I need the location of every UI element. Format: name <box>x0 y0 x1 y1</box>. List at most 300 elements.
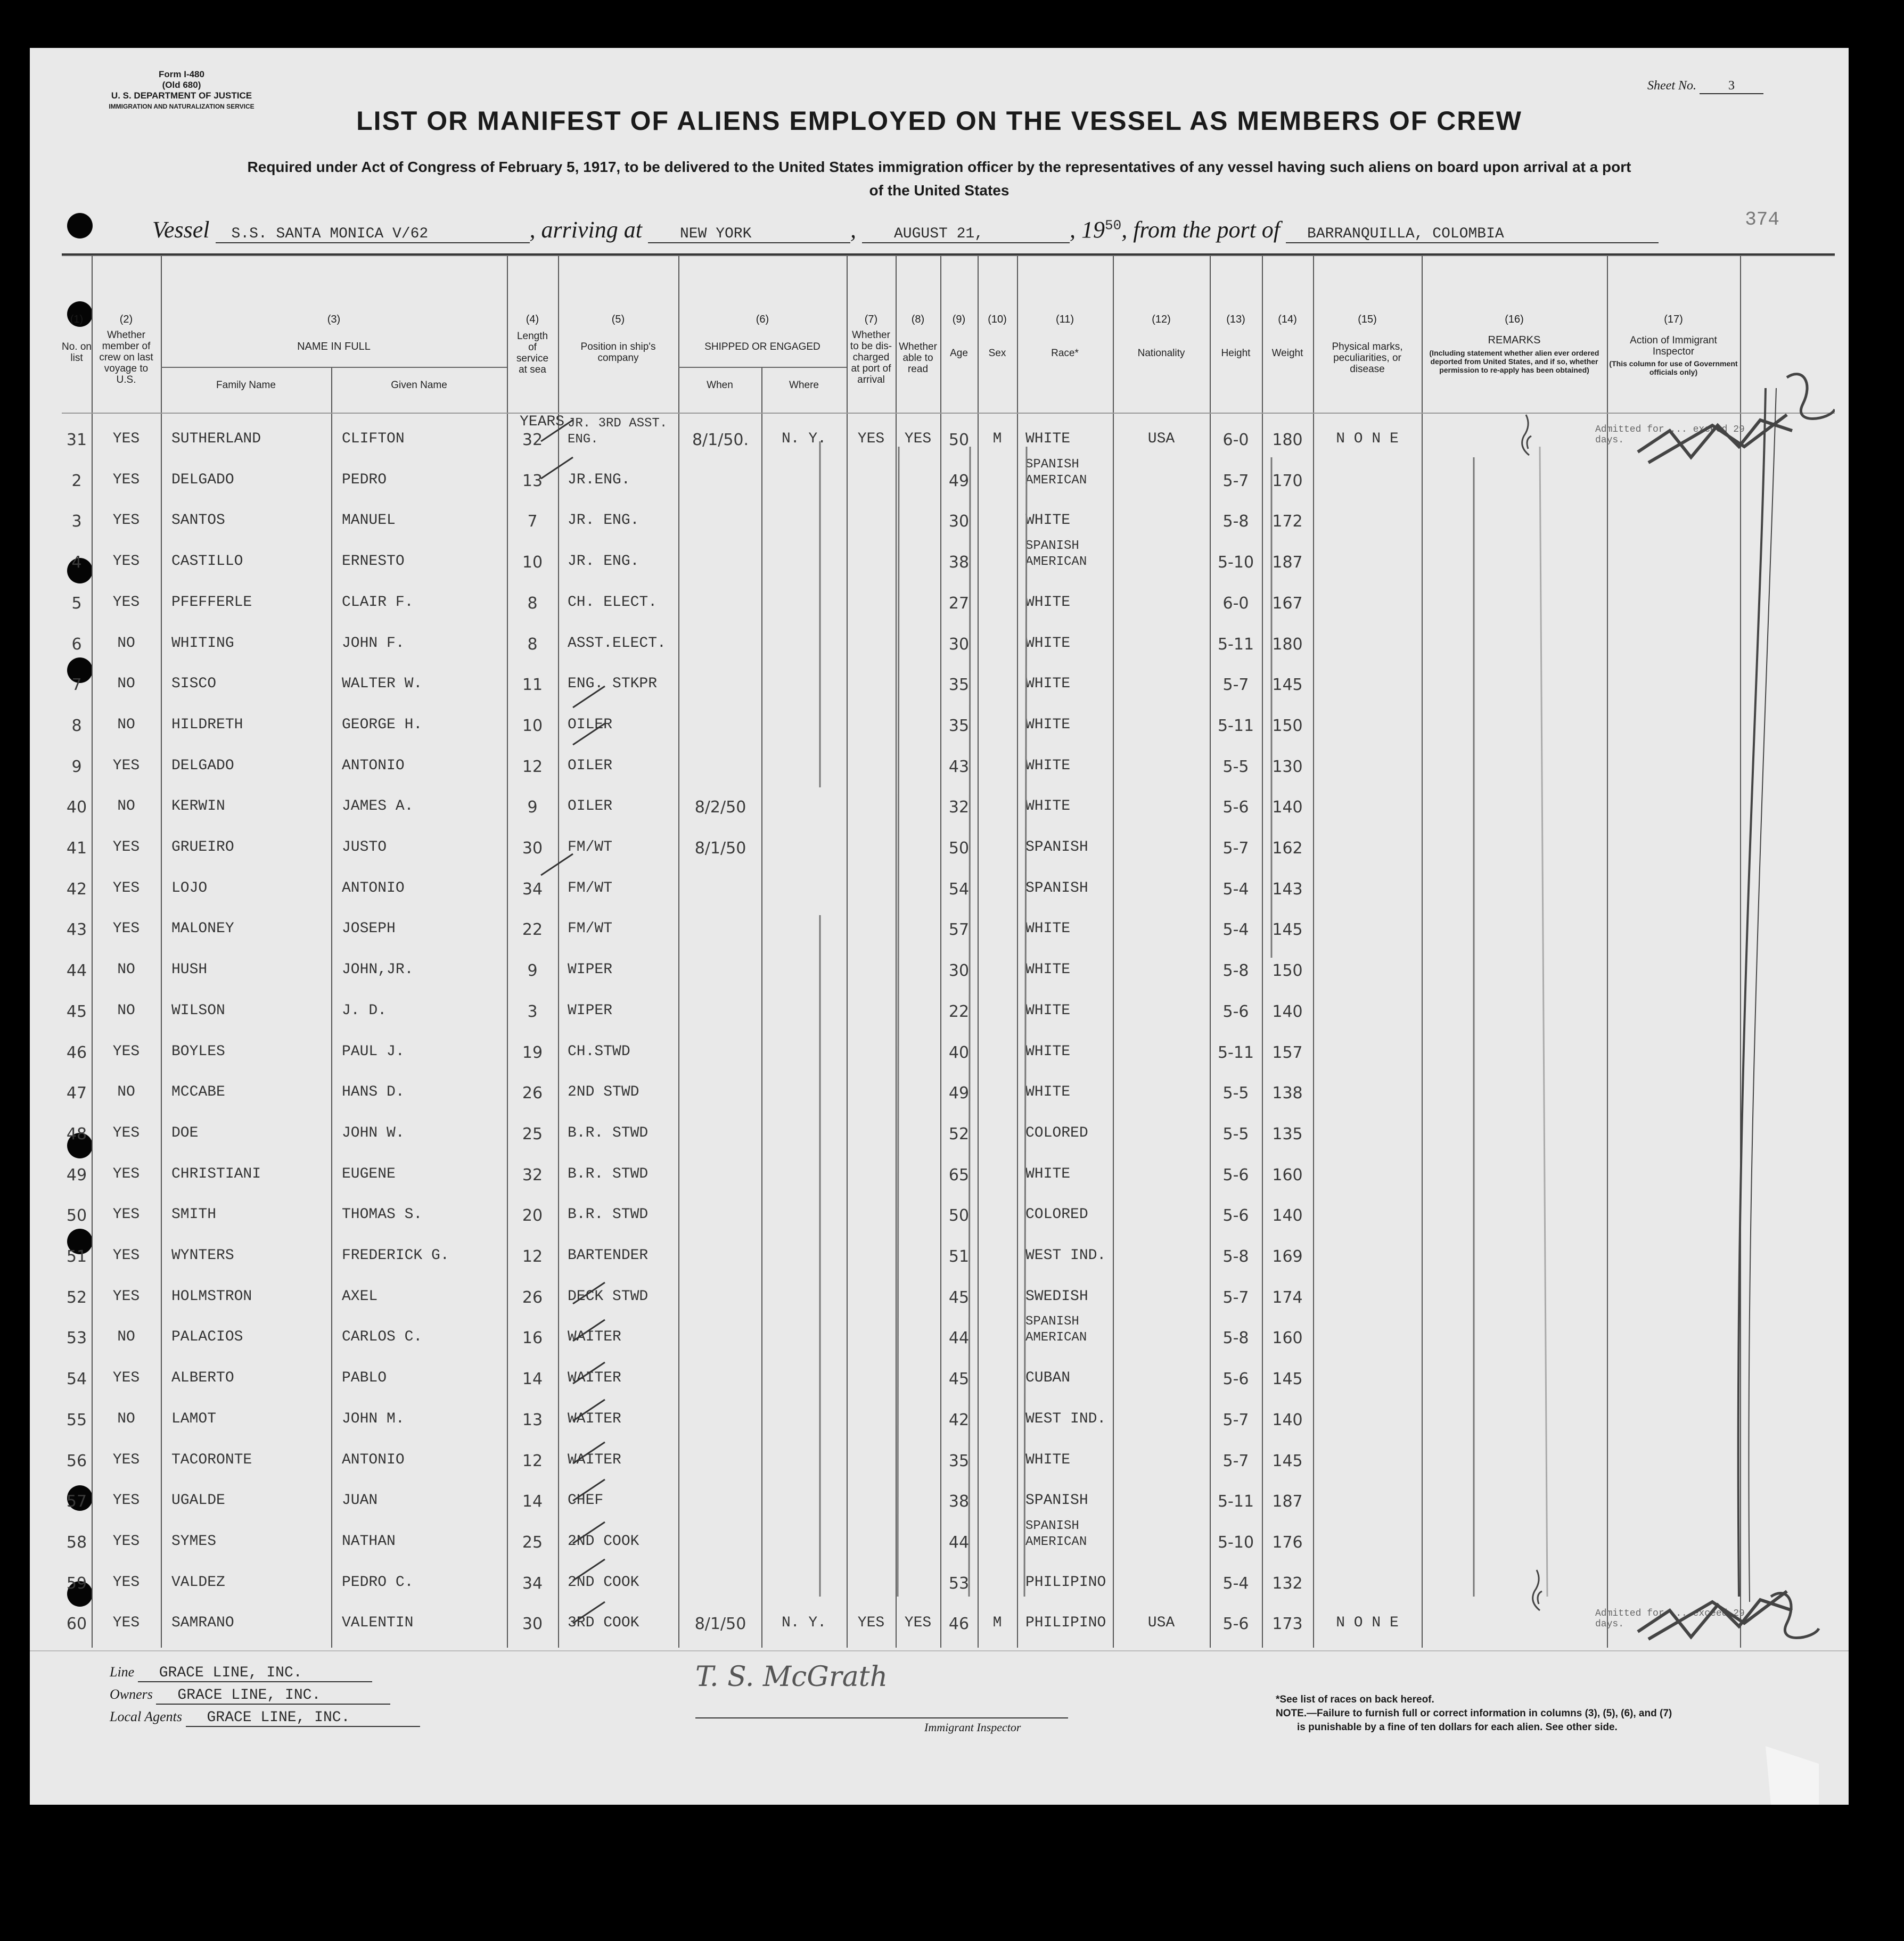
row-race: WEST IND. <box>1025 1247 1106 1264</box>
row-weight: 143 <box>1272 879 1303 899</box>
row-years-at-sea: 14 <box>522 1492 543 1511</box>
row-position: WAITER <box>568 1329 621 1346</box>
row-age: 46 <box>948 1615 970 1634</box>
year-prefix: , 19 <box>1069 217 1105 243</box>
row-age: 54 <box>948 879 970 899</box>
row-race: CUBAN <box>1025 1370 1071 1387</box>
row-given-name: JOSEPH <box>342 920 396 937</box>
col-9-num: (9) <box>952 314 966 325</box>
row-height: 5-10 <box>1217 1533 1254 1552</box>
row-given-name: ANTONIO <box>342 879 405 897</box>
ditto-lines <box>820 441 1547 1597</box>
row-years-at-sea: 13 <box>522 1410 543 1429</box>
row-age: 30 <box>948 512 970 531</box>
row-weight: 140 <box>1272 798 1303 817</box>
row-height: 5-11 <box>1217 716 1254 735</box>
row-race: SWEDISH <box>1025 1288 1088 1305</box>
row-family-name: GRUEIRO <box>171 839 234 856</box>
row-race: WHITE <box>1025 920 1071 937</box>
penalty-note-1: NOTE.—Failure to furnish full or correct information in columns (3), (5), (6), and (7) <box>1276 1708 1672 1719</box>
row-able-to-read: YES <box>904 1615 932 1632</box>
col-12-num: (12) <box>1152 314 1171 325</box>
row-age: 30 <box>948 961 970 981</box>
row-family-name: LAMOT <box>171 1410 217 1427</box>
pencil-annotations <box>62 255 1835 1648</box>
given-name-header: Given Name <box>391 380 447 391</box>
row-weight: 130 <box>1272 757 1303 776</box>
row-height: 5-8 <box>1222 512 1249 531</box>
row-years-at-sea: 25 <box>522 1124 543 1144</box>
col-3-num: (3) <box>327 314 341 325</box>
row-given-name: JOHN F. <box>342 635 405 652</box>
col-17-num: (17) <box>1664 314 1683 325</box>
row-age: 32 <box>948 798 970 817</box>
admission-stamp-bottom: Admitted for ... exceed 29 days. <box>1595 1608 1745 1630</box>
row-given-name: JUAN <box>342 1492 378 1509</box>
shipped-when-header: When <box>707 380 733 391</box>
family-name-header: Family Name <box>216 380 276 391</box>
row-given-name: VALENTIN <box>342 1615 414 1632</box>
row-position: OILER <box>568 798 613 815</box>
col-2-header: Whether member of crew on last voyage to U.S. <box>99 330 153 385</box>
row-race: SPANISH AMERICAN <box>1025 457 1087 488</box>
row-given-name: NATHAN <box>342 1533 396 1550</box>
row-given-name: CLAIR F. <box>342 594 414 611</box>
row-family-name: MALONEY <box>171 920 234 937</box>
row-weight: 176 <box>1272 1533 1303 1552</box>
row-position: B.R. STWD <box>568 1124 649 1141</box>
col-9-header: Age <box>950 348 968 359</box>
row-race: SPANISH AMERICAN <box>1025 1314 1087 1345</box>
row-given-name: ERNESTO <box>342 553 405 570</box>
col-5-header: Position in ship's company <box>580 341 656 364</box>
row-last-voyage: YES <box>112 1165 140 1182</box>
row-years-at-sea: 12 <box>522 757 543 776</box>
row-row-number: 47 <box>66 1084 87 1103</box>
row-age: 51 <box>948 1247 970 1266</box>
row-height: 5-5 <box>1222 757 1249 776</box>
row-family-name: SYMES <box>171 1533 217 1550</box>
row-position: DECK STWD <box>568 1288 649 1305</box>
row-family-name: SMITH <box>171 1206 217 1223</box>
row-last-voyage: YES <box>112 757 140 774</box>
row-given-name: WALTER W. <box>342 676 423 693</box>
shipped-where-header: Where <box>789 380 819 391</box>
row-weight: 160 <box>1272 1165 1303 1185</box>
row-given-name: J. D. <box>342 1002 387 1019</box>
row-given-name: PEDRO <box>342 471 387 488</box>
row-row-number: 5 <box>71 594 82 613</box>
row-row-number: 55 <box>66 1410 87 1429</box>
row-years-at-sea: 34 <box>522 879 543 899</box>
row-years-at-sea: 19 <box>522 1043 543 1062</box>
row-last-voyage: NO <box>117 716 135 733</box>
row-height: 5-8 <box>1222 961 1249 981</box>
row-given-name: JUSTO <box>342 839 387 856</box>
row-position: FM/WT <box>568 839 613 856</box>
row-race: WHITE <box>1025 1002 1071 1019</box>
row-able-to-read: YES <box>904 431 932 447</box>
voyage-line: Vessel S.S. SANTA MONICA V/62 , arriving at NEW YORK , AUGUST 21, , $19^{50}$, from the port of BARRANQUILLA, COLOMBIA <box>152 216 1750 246</box>
row-years-at-sea: 16 <box>522 1329 543 1348</box>
row-given-name: PEDRO C. <box>342 1574 414 1591</box>
row-row-number: 60 <box>66 1615 87 1634</box>
line-row <box>110 1664 372 1682</box>
inspector-scribble-bottom <box>1638 1591 1792 1639</box>
col-6-header: SHIPPED OR ENGAGED <box>704 341 820 352</box>
col-1-num: (1) <box>70 314 84 325</box>
from-label: , from the port of <box>1121 217 1281 243</box>
row-age: 30 <box>948 635 970 654</box>
row-row-number: 43 <box>66 920 87 940</box>
row-family-name: HUSH <box>171 961 208 978</box>
row-given-name: PAUL J. <box>342 1043 405 1060</box>
row-years-at-sea: 32 <box>522 431 543 449</box>
row-years-at-sea: 25 <box>522 1533 543 1552</box>
row-weight: 173 <box>1272 1615 1303 1634</box>
row-row-number: 42 <box>66 879 87 899</box>
row-age: 65 <box>948 1165 970 1185</box>
row-height: 5-6 <box>1222 1002 1249 1021</box>
inspector-initials-bottom <box>1771 1593 1819 1638</box>
row-given-name: FREDERICK G. <box>342 1247 449 1264</box>
row-position: CH.STWD <box>568 1043 630 1060</box>
col-1-header: No. on list <box>62 341 92 364</box>
row-height: 5-11 <box>1217 1492 1254 1511</box>
row-weight: 180 <box>1272 431 1303 449</box>
row-years-at-sea: 26 <box>522 1084 543 1103</box>
row-race: PHILIPINO <box>1025 1615 1106 1632</box>
arrival-date: AUGUST 21, <box>862 226 1070 243</box>
row-position: WAITER <box>568 1370 621 1387</box>
row-position: ASST.ELECT. <box>568 635 666 652</box>
row-given-name: AXEL <box>342 1288 378 1305</box>
owners-row <box>110 1687 390 1705</box>
row-row-number: 4 <box>71 553 82 572</box>
inspector-scribble-top <box>1638 415 1792 463</box>
row-height: 5-4 <box>1222 920 1249 940</box>
row-last-voyage: NO <box>117 1084 135 1101</box>
row-position: B.R. STWD <box>568 1165 649 1182</box>
punch-hole <box>67 213 93 238</box>
row-last-voyage: NO <box>117 1329 135 1346</box>
check-marks <box>541 420 605 1623</box>
form-number: Form I-480 <box>159 69 204 79</box>
row-family-name: DELGADO <box>171 757 234 774</box>
row-race: WHITE <box>1025 716 1071 733</box>
row-family-name: PALACIOS <box>171 1329 243 1346</box>
row-last-voyage: YES <box>112 1124 140 1141</box>
row-family-name: WHITING <box>171 635 234 652</box>
row-shipped-where: N. Y. <box>781 1615 826 1632</box>
row-age: 22 <box>948 1002 970 1021</box>
row-race: WHITE <box>1025 757 1071 774</box>
row-position: 3RD COOK <box>568 1615 639 1632</box>
page-subtitle <box>136 155 1742 202</box>
row-row-number: 48 <box>66 1124 87 1144</box>
row-race: WHITE <box>1025 676 1071 693</box>
row-position: JR. 3RD ASST. ENG. <box>568 416 668 447</box>
row-shipped-when: 8/1/50 <box>694 839 746 858</box>
row-race: WHITE <box>1025 1165 1071 1182</box>
crew-table <box>62 253 1835 1648</box>
row-last-voyage: YES <box>112 553 140 570</box>
row-family-name: SUTHERLAND <box>171 431 261 447</box>
row-weight: 145 <box>1272 1451 1303 1470</box>
row-height: 5-7 <box>1222 471 1249 490</box>
agents-row <box>110 1709 420 1727</box>
row-position: BARTENDER <box>568 1247 649 1264</box>
row-last-voyage: YES <box>112 879 140 897</box>
row-weight: 167 <box>1272 594 1303 613</box>
row-family-name: TACORONTE <box>171 1451 252 1468</box>
row-physical-marks: N O N E <box>1336 1615 1399 1632</box>
row-years-at-sea: 32 <box>522 1165 543 1185</box>
row-last-voyage: YES <box>112 594 140 611</box>
row-sex: M <box>992 431 1002 447</box>
row-last-voyage: NO <box>117 1410 135 1427</box>
row-age: 49 <box>948 471 970 490</box>
row-position: 2ND STWD <box>568 1084 639 1101</box>
vessel-label: Vessel <box>152 217 210 243</box>
row-height: 5-4 <box>1222 1574 1249 1593</box>
row-row-number: 59 <box>66 1574 87 1593</box>
row-height: 5-11 <box>1217 635 1254 654</box>
row-last-voyage: NO <box>117 635 135 652</box>
sheet-number <box>1647 79 1763 94</box>
row-race: SPANISH AMERICAN <box>1025 1518 1087 1549</box>
row-position: JR. ENG. <box>568 512 639 529</box>
row-nationality: USA <box>1147 431 1175 447</box>
row-age: 44 <box>948 1533 970 1552</box>
row-height: 6-0 <box>1222 431 1249 449</box>
row-years-at-sea: 3 <box>527 1002 538 1021</box>
col-12-header: Nationality <box>1137 348 1185 359</box>
row-row-number: 40 <box>66 798 87 817</box>
row-height: 5-5 <box>1222 1084 1249 1103</box>
row-last-voyage: YES <box>112 1370 140 1387</box>
row-given-name: JOHN W. <box>342 1124 405 1141</box>
owners-value: GRACE LINE, INC. <box>156 1687 390 1705</box>
row-race: WHITE <box>1025 1084 1071 1101</box>
row-years-at-sea: 10 <box>522 553 543 572</box>
row-weight: 174 <box>1272 1288 1303 1307</box>
row-race: WHITE <box>1025 635 1071 652</box>
row-weight: 162 <box>1272 839 1303 858</box>
form-old-number: (Old 680) <box>162 80 201 90</box>
inspector-initials-top <box>1787 374 1835 419</box>
col-7-num: (7) <box>864 314 878 325</box>
row-family-name: WILSON <box>171 1002 225 1019</box>
row-given-name: ANTONIO <box>342 1451 405 1468</box>
row-family-name: UGALDE <box>171 1492 225 1509</box>
row-race: WHITE <box>1025 1451 1071 1468</box>
row-height: 5-6 <box>1222 798 1249 817</box>
row-last-voyage: NO <box>117 798 135 815</box>
row-row-number: 3 <box>71 512 82 531</box>
row-row-number: 41 <box>66 839 87 858</box>
row-age: 52 <box>948 1124 970 1144</box>
page-number: 374 <box>1745 209 1779 231</box>
row-weight: 150 <box>1272 716 1303 735</box>
agents-value: GRACE LINE, INC. <box>186 1709 420 1727</box>
row-family-name: DELGADO <box>171 471 234 488</box>
row-given-name: GEORGE H. <box>342 716 423 733</box>
row-given-name: CLIFTON <box>342 431 405 447</box>
inspector-label: Immigrant Inspector <box>924 1721 1021 1734</box>
row-height: 5-6 <box>1222 1165 1249 1185</box>
row-row-number: 46 <box>66 1043 87 1062</box>
row-height: 5-7 <box>1222 1288 1249 1307</box>
row-race: SPANISH AMERICAN <box>1025 539 1087 570</box>
row-weight: 138 <box>1272 1084 1303 1103</box>
col-16-num: (16) <box>1505 314 1524 325</box>
row-discharged: YES <box>857 1615 885 1632</box>
row-position: WIPER <box>568 961 613 978</box>
row-last-voyage: YES <box>112 1288 140 1305</box>
row-age: 27 <box>948 594 970 613</box>
sheet-no-value: 3 <box>1700 79 1763 94</box>
row-shipped-when: 8/1/50. <box>692 431 749 449</box>
row-sex: M <box>992 1615 1002 1632</box>
row-row-number: 49 <box>66 1165 87 1185</box>
row-race: PHILIPINO <box>1025 1574 1106 1591</box>
folded-corner <box>1766 1746 1819 1805</box>
row-position: CH. ELECT. <box>568 594 658 611</box>
col-4-header: Length of service at sea <box>516 331 549 375</box>
row-years-at-sea: 34 <box>522 1574 543 1593</box>
row-height: 5-7 <box>1222 676 1249 695</box>
row-position: WIPER <box>568 1002 613 1019</box>
row-height: 5-8 <box>1222 1247 1249 1266</box>
manifest-page <box>30 48 1849 1805</box>
row-last-voyage: YES <box>112 1247 140 1264</box>
row-height: 5-11 <box>1217 1043 1254 1062</box>
col-2-num: (2) <box>119 314 133 325</box>
row-race: SPANISH <box>1025 839 1088 856</box>
row-age: 43 <box>948 757 970 776</box>
row-last-voyage: YES <box>112 1492 140 1509</box>
row-family-name: LOJO <box>171 879 208 897</box>
row-row-number: 44 <box>66 961 87 981</box>
row-last-voyage: YES <box>112 1533 140 1550</box>
row-age: 38 <box>948 1492 970 1511</box>
row-weight: 145 <box>1272 676 1303 695</box>
row-shipped-when: 8/2/50 <box>694 798 746 817</box>
inspector-line <box>1738 388 1766 1597</box>
row-height: 6-0 <box>1222 594 1249 613</box>
row-last-voyage: YES <box>112 1574 140 1591</box>
row-weight: 135 <box>1272 1124 1303 1144</box>
row-years-at-sea: 30 <box>522 839 543 858</box>
row-nationality: USA <box>1147 1615 1175 1632</box>
row-family-name: CASTILLO <box>171 553 243 570</box>
row-position: FM/WT <box>568 879 613 897</box>
row-row-number: 56 <box>66 1451 87 1470</box>
department: U. S. DEPARTMENT OF JUSTICE <box>111 91 252 101</box>
row-family-name: SISCO <box>171 676 217 693</box>
row-age: 38 <box>948 553 970 572</box>
row-given-name: PABLO <box>342 1370 387 1387</box>
row-age: 50 <box>948 839 970 858</box>
row-position: B.R. STWD <box>568 1206 649 1223</box>
row-row-number: 31 <box>66 431 87 449</box>
row-last-voyage: NO <box>117 676 135 693</box>
row-last-voyage: YES <box>112 512 140 529</box>
row-position: WAITER <box>568 1410 621 1427</box>
row-family-name: KERWIN <box>171 798 225 815</box>
row-physical-marks: N O N E <box>1336 431 1399 447</box>
row-height: 5-6 <box>1222 1370 1249 1389</box>
col-14-num: (14) <box>1278 314 1297 325</box>
row-years-at-sea: 26 <box>522 1288 543 1307</box>
row-years-at-sea: 11 <box>522 676 543 695</box>
row-family-name: VALDEZ <box>171 1574 225 1591</box>
row-discharged: YES <box>857 431 885 447</box>
service: IMMIGRATION AND NATURALIZATION SERVICE <box>109 103 255 110</box>
row-weight: 145 <box>1272 1370 1303 1389</box>
subtitle-line-1: Required under Act of Congress of February 5, 1917, to be delivered to the United States immigration officer by the representatives of any vessel having such aliens on board upon arrival at a port <box>247 159 1631 175</box>
row-weight: 169 <box>1272 1247 1303 1266</box>
row-age: 57 <box>948 920 970 940</box>
row-race: COLORED <box>1025 1206 1088 1223</box>
col-5-num: (5) <box>611 314 625 325</box>
col-8-header: Whether able to read <box>899 341 937 375</box>
row-height: 5-7 <box>1222 1451 1249 1470</box>
row-last-voyage: YES <box>112 471 140 488</box>
row-given-name: JAMES A. <box>342 798 414 815</box>
arriving-label: , arriving at <box>529 217 642 243</box>
row-weight: 160 <box>1272 1329 1303 1348</box>
sheet-label: Sheet No. <box>1647 79 1696 93</box>
row-position: FM/WT <box>568 920 613 937</box>
row-age: 35 <box>948 716 970 735</box>
row-height: 5-7 <box>1222 839 1249 858</box>
row-race: WHITE <box>1025 594 1071 611</box>
agents-label: Local Agents <box>110 1709 183 1724</box>
row-row-number: 7 <box>71 676 82 695</box>
row-years-at-sea: 14 <box>522 1370 543 1389</box>
row-years-at-sea: 12 <box>522 1247 543 1266</box>
row-position: JR.ENG. <box>568 471 630 488</box>
row-years-at-sea: 8 <box>527 594 538 613</box>
col-6-num: (6) <box>756 314 769 325</box>
row-weight: 140 <box>1272 1410 1303 1429</box>
row-family-name: HILDRETH <box>171 716 243 733</box>
row-row-number: 50 <box>66 1206 87 1226</box>
vessel-name: S.S. SANTA MONICA V/62 <box>216 226 530 243</box>
row-last-voyage: YES <box>112 920 140 937</box>
row-last-voyage: YES <box>112 1451 140 1468</box>
col-11-header: Race* <box>1051 348 1079 359</box>
row-weight: 140 <box>1272 1002 1303 1021</box>
col-3-header: NAME IN FULL <box>297 341 371 352</box>
row-family-name: MCCABE <box>171 1084 225 1101</box>
row-race: WHITE <box>1025 961 1071 978</box>
row-family-name: PFEFFERLE <box>171 594 252 611</box>
row-row-number: 52 <box>66 1288 87 1307</box>
row-row-number: 2 <box>71 471 82 490</box>
row-years-at-sea: 9 <box>527 961 538 981</box>
row-weight: 187 <box>1272 553 1303 572</box>
row-race: SPANISH <box>1025 1492 1088 1509</box>
row-race: COLORED <box>1025 1124 1088 1141</box>
row-shipped-when: 8/1/50 <box>694 1615 746 1634</box>
row-weight: 145 <box>1272 920 1303 940</box>
row-age: 53 <box>948 1574 970 1593</box>
row-age: 44 <box>948 1329 970 1348</box>
line-label: Line <box>110 1664 135 1680</box>
